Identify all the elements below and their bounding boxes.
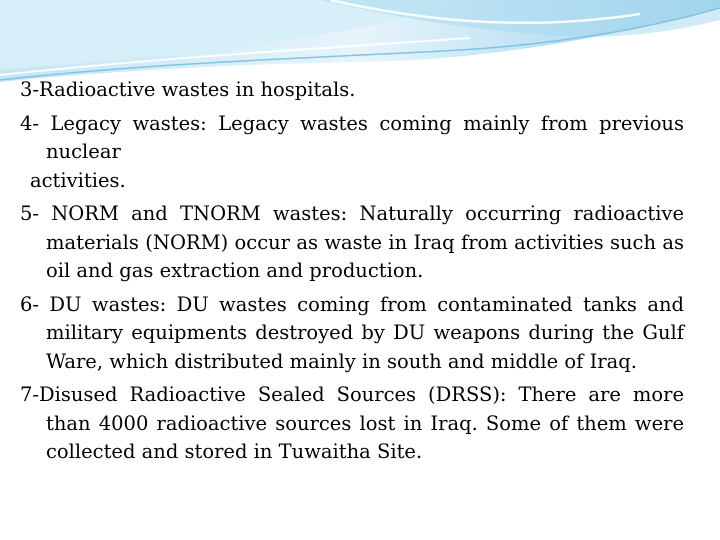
list-item-drss: 7-Disused Radioactive Sealed Sources (DRSS): There are more than 4000 radioactive sources lost in Iraq. Some of them were collected and stored in Tuwaitha Site.	[20, 383, 684, 463]
slide-body	[20, 76, 684, 472]
list-item-legacy-wastes: 4- Legacy wastes: Legacy wastes coming mainly from previous nuclear	[20, 111, 684, 163]
list-item-hospital-wastes: 3-Radioactive wastes in hospitals.	[20, 78, 356, 101]
list-item-norm-wastes: 5- NORM and TNORM wastes: Naturally occurring radioactive materials (NORM) occur as waste in Iraq from activities such as oil and gas extraction and production.	[20, 202, 684, 282]
list-item-du-wastes: 6- DU wastes: DU wastes coming from contaminated tanks and military equipments destroyed by DU weapons during the Gulf Ware, which distributed mainly in south and middle of Iraq.	[20, 292, 684, 373]
list-item-legacy-continuation: activities.	[30, 168, 126, 192]
